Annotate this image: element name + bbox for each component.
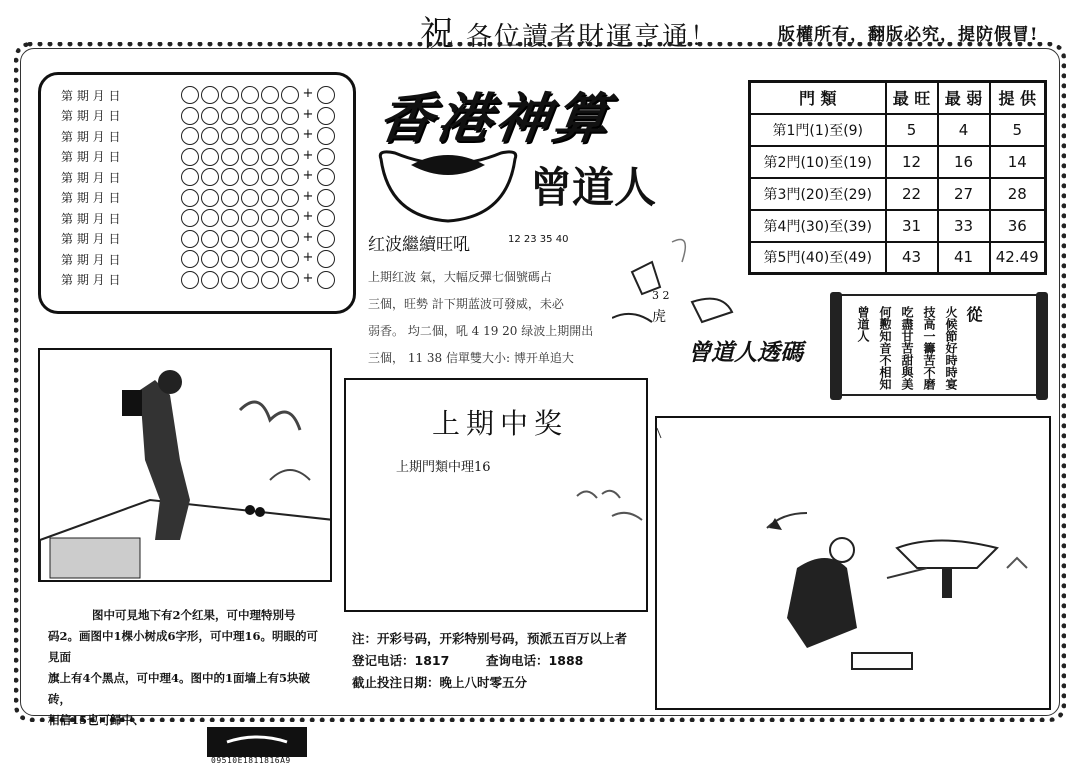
number-circle (201, 271, 219, 289)
number-circle (241, 230, 259, 248)
number-circle (241, 127, 259, 145)
caption-line: 旗上有4个黑点，可中理4。图中的1面墙上有5块破砖， (48, 671, 311, 706)
poem-column: 曾道人 (856, 306, 870, 342)
draw-row (61, 270, 353, 291)
bird-sketch-icon (572, 486, 648, 532)
number-circle (181, 271, 199, 289)
poem-column: 吃盡甘苦甜與美 (900, 306, 914, 390)
poem-column: 技高一籌苦不磨 (922, 306, 936, 390)
draw-row-label: 第 期 月 日 (61, 88, 121, 103)
number-circle (261, 168, 279, 186)
register-phone: 1817 (414, 653, 450, 668)
category-table (748, 80, 1047, 275)
special-number-circle (317, 209, 335, 227)
number-circle (181, 250, 199, 268)
tou-ma-title: 曾道人透碼 (688, 340, 803, 366)
plus-sign: + (302, 229, 314, 245)
plus-sign: + (302, 250, 314, 266)
warrior-illustration (38, 348, 332, 582)
hint-paragraph (368, 264, 618, 372)
number-circle (221, 189, 239, 207)
poem-column: 從 (964, 306, 983, 322)
draw-row (61, 167, 353, 188)
number-circle (221, 148, 239, 166)
hint-line: 上期红波 氣，大幅反彈七個號碼占 (368, 270, 552, 284)
special-number-circle (317, 250, 335, 268)
number-circle (261, 250, 279, 268)
number-circle (201, 86, 219, 104)
draw-row-label: 第 期 月 日 (61, 150, 121, 165)
notes-phone-line (352, 650, 627, 672)
number-circle (201, 230, 219, 248)
number-circle (221, 107, 239, 125)
draw-row (61, 249, 353, 270)
table-cell-min: 16 (938, 146, 990, 178)
table-cell-give: 14 (990, 146, 1046, 178)
number-circle (261, 148, 279, 166)
tiger-number: 3 2 (652, 289, 670, 302)
number-circle (221, 86, 239, 104)
table-cell-cat: 第1門(1)至(9) (750, 114, 886, 146)
number-circle (281, 230, 299, 248)
number-circle (281, 250, 299, 268)
number-circle (241, 168, 259, 186)
number-circle (201, 127, 219, 145)
hint-line: 三個，旺勢 計下期蓝波可發威，未必 (368, 297, 564, 311)
table-cell-min: 4 (938, 114, 990, 146)
draw-row-label: 第 期 月 日 (61, 109, 121, 124)
number-circle (261, 189, 279, 207)
draw-row (61, 208, 353, 229)
number-circle (181, 148, 199, 166)
plus-sign: + (302, 209, 314, 225)
draw-row-label: 第 期 月 日 (61, 211, 121, 226)
draw-row-label: 第 期 月 日 (61, 129, 121, 144)
draw-row (61, 85, 353, 106)
table-header: 最 弱 (938, 82, 990, 114)
table-cell-give: 28 (990, 178, 1046, 210)
number-circle (241, 107, 259, 125)
draw-row-label: 第 期 月 日 (61, 191, 121, 206)
number-circle (181, 107, 199, 125)
hand-sketch-icon (612, 232, 742, 332)
number-circle (241, 250, 259, 268)
table-cell-cat: 第5門(40)至(49) (750, 242, 886, 274)
table-header: 最 旺 (886, 82, 938, 114)
number-circle (261, 107, 279, 125)
table-row (750, 146, 1046, 178)
last-draw-text: 上期門類中理16 (396, 460, 491, 475)
number-circle (201, 107, 219, 125)
table-header: 門 類 (750, 82, 886, 114)
table-cell-max: 12 (886, 146, 938, 178)
special-number-circle (317, 189, 335, 207)
table-row (750, 242, 1046, 274)
number-circle (281, 86, 299, 104)
greeting-zhu: 祝 (420, 14, 456, 54)
table-cell-max: 31 (886, 210, 938, 242)
number-circle (221, 250, 239, 268)
query-phone-label: 查询电话： (486, 653, 549, 668)
draw-row (61, 126, 353, 147)
draw-row-label: 第 期 月 日 (61, 273, 121, 288)
barcode-number: 09510E1811816A9 (211, 756, 291, 765)
poem-scroll (836, 294, 1042, 396)
table-cell-give: 42.49 (990, 242, 1046, 274)
number-circle (181, 189, 199, 207)
plus-sign: + (302, 270, 314, 286)
number-circle (221, 168, 239, 186)
author-name: 曾道人 (530, 163, 657, 212)
special-number-circle (317, 127, 335, 145)
plus-sign: + (302, 127, 314, 143)
table-cell-max: 5 (886, 114, 938, 146)
draw-row (61, 229, 353, 250)
number-circle (201, 168, 219, 186)
number-circle (201, 250, 219, 268)
number-circle (221, 271, 239, 289)
plus-sign: + (302, 86, 314, 102)
table-cell-cat: 第4門(30)至(39) (750, 210, 886, 242)
number-circle (261, 127, 279, 145)
number-circle (181, 168, 199, 186)
caption-line: 码2。画图中1棵小树成6字形，可中理16。明眼的可見面 (48, 629, 319, 664)
plus-sign: + (302, 147, 314, 163)
poem-column: 火候節好時時宴 (944, 306, 958, 390)
number-circle (181, 127, 199, 145)
table-row (750, 178, 1046, 210)
last-draw-title: 上期中奖 (432, 407, 569, 440)
copyright-notice: 版權所有，翻版必究，提防假冒! (778, 25, 1039, 45)
number-circle (281, 107, 299, 125)
gold-ingot-icon (373, 145, 523, 225)
table-cell-max: 22 (886, 178, 938, 210)
number-circle (221, 230, 239, 248)
special-number-circle (317, 230, 335, 248)
special-number-circle (317, 107, 335, 125)
draw-row (61, 147, 353, 168)
number-circle (241, 86, 259, 104)
number-circle (241, 189, 259, 207)
number-circle (281, 168, 299, 186)
page-title: 香港神算 (375, 87, 616, 150)
special-number-circle (317, 148, 335, 166)
number-circle (221, 209, 239, 227)
table-cell-min: 33 (938, 210, 990, 242)
draw-record-panel (38, 72, 356, 314)
table-cell-min: 41 (938, 242, 990, 274)
wave-headline: 红波繼續旺吼 (368, 235, 470, 255)
caption-line: 相信15也可歸中、 (48, 713, 145, 727)
table-header: 提 供 (990, 82, 1046, 114)
number-circle (221, 127, 239, 145)
table-cell-give: 36 (990, 210, 1046, 242)
table-cell-min: 27 (938, 178, 990, 210)
number-circle (241, 271, 259, 289)
special-number-circle (317, 86, 335, 104)
draw-row-label: 第 期 月 日 (61, 252, 121, 267)
number-circle (261, 209, 279, 227)
number-circle (201, 148, 219, 166)
table-cell-give: 5 (990, 114, 1046, 146)
image-caption (48, 605, 318, 731)
number-circle (201, 189, 219, 207)
hint-line: 三個， 11 38 信單雙大小: 博开单追大 (368, 351, 574, 365)
number-circle (181, 86, 199, 104)
number-circle (241, 148, 259, 166)
draw-row-label: 第 期 月 日 (61, 232, 121, 247)
number-circle (281, 209, 299, 227)
table-row (750, 114, 1046, 146)
draw-row-label: 第 期 月 日 (61, 170, 121, 185)
number-circle (261, 86, 279, 104)
greeting-text: 各位讀者財運亨通！ (466, 22, 719, 52)
number-circle (241, 209, 259, 227)
table-cell-cat: 第3門(20)至(29) (750, 178, 886, 210)
tiger-label: 虎 (652, 309, 666, 325)
number-circle (281, 189, 299, 207)
plus-sign: + (302, 106, 314, 122)
number-circle (201, 209, 219, 227)
notes-line: 截止投注日期：晚上八时零五分 (352, 675, 528, 690)
draw-row (61, 188, 353, 209)
number-circle (281, 271, 299, 289)
table-row (750, 210, 1046, 242)
number-circle (281, 127, 299, 145)
scroll-rod-left (830, 292, 842, 400)
notes-block (352, 628, 627, 694)
notes-line: 注：开彩号码，开彩特别号码，预派五百万以上者 (352, 631, 628, 646)
number-circle (281, 148, 299, 166)
scroll-rod-right (1036, 292, 1048, 400)
wave-numbers: 12 23 35 40 (508, 234, 569, 245)
special-number-circle (317, 168, 335, 186)
number-circle (181, 209, 199, 227)
number-circle (181, 230, 199, 248)
plus-sign: + (302, 168, 314, 184)
number-circle (261, 271, 279, 289)
caption-line: 图中可見地下有2个红果，可中理特別号 (92, 608, 296, 622)
number-circle (261, 230, 279, 248)
draw-row (61, 106, 353, 127)
register-phone-label: 登记电话： (352, 653, 415, 668)
poem-column: 何懃知音不相知 (878, 306, 892, 390)
query-phone: 1888 (548, 653, 584, 668)
table-cell-max: 43 (886, 242, 938, 274)
special-number-circle (317, 271, 335, 289)
table-cell-cat: 第2門(10)至(19) (750, 146, 886, 178)
plus-sign: + (302, 188, 314, 204)
scholar-illustration (655, 416, 1051, 710)
hint-line: 弱香。 均二個，吼 4 19 20 绿波上期開出 (368, 324, 594, 338)
barcode-icon (207, 727, 307, 757)
